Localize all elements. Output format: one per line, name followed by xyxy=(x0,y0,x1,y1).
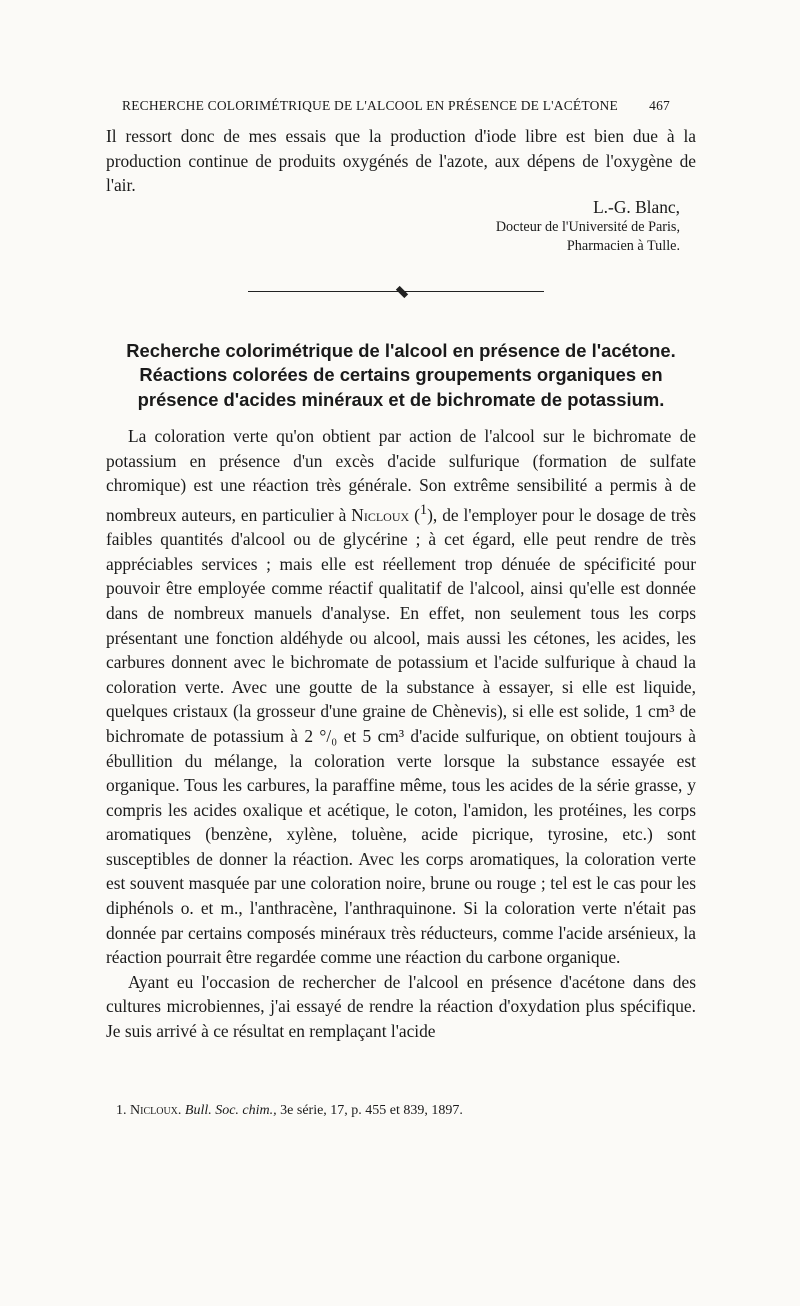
footnote-journal: Bull. Soc. chim., xyxy=(184,1103,277,1118)
author-signature xyxy=(380,197,680,256)
signature-affiliation: Docteur de l'Université de Paris, xyxy=(495,219,680,235)
article-body xyxy=(106,424,696,1044)
title-line-3: présence d'acides minéraux et de bichromate de potassium. xyxy=(137,388,665,410)
running-title: RECHERCHE COLORIMÉTRIQUE DE L'ALCOOL EN PRÉSENCE DE L'ACÉTONE xyxy=(122,98,618,113)
paragraph-2: Ayant eu l'occasion de rechercher de l'alcool en présence d'acétone dans des cultures microbiennes, j'ai essayé de rendre la réaction d'oxydation plus spécifique. Je suis arrivé à ce résultat en remplaçant l'acide xyxy=(106,971,696,1042)
divider-ornament xyxy=(396,286,408,298)
intro-paragraph: Il ressort donc de mes essais que la production d'iode libre est bien due à la production continue de produits oxygénés de l'azote, aux dépens de l'oxygène de l'air. xyxy=(106,126,696,196)
intro-text xyxy=(106,124,696,198)
signature-location: Pharmacien à Tulle. xyxy=(566,238,680,254)
footnote-details: 3e série, 17, p. 455 et 839, 1897. xyxy=(280,1103,463,1118)
paragraph-1-part-1: La coloration verte qu'on obtient par action de l'alcool sur le bichromate de potassium en présence d'un excès d'acide sulfurique (formation de sulfate chromique) est une réaction très générale. Son extrême sensibilité a permis à de nombreux auteurs, en particulier à xyxy=(106,426,696,525)
paragraph-1: La coloration verte qu'on obtient par action de l'alcool sur le bichromate de potassium en présence d'un excès d'acide sulfurique (formation de sulfate chromique) est une réaction très générale. Son extrême sensibilité a permis à de nombreux auteurs, en particulier à Nicloux ($^1$), de l'employer pour le dosage de très faibles quantités d'alcool ou de glycérine ; à cet égard, elle peut rendre de très appréciables services ; mais elle est réellement trop dénuée de spécificité pour pouvoir être employée comme réactif qualitatif de l'alcool, ainsi qu'elle est donnée dans de nombreux manuels d'analyse. En effet, non seulement tous les corps présentant une fonction aldéhyde ou alcool, mais aussi les cétones, les acides, les carbures donnent avec le bichromate de potassium et l'acide sulfurique à chaud la coloration verte. Avec une goutte de la substance à essayer, si elle est liquide, quelques cristaux (la grosseur d'une graine de Chènevis), si elle est solide, 1 cm³ de bichromate de potassium à 2 °/₀ et 5 cm³ d'acide sulfurique, on obtient toujours à ébullition du mélange, la coloration verte lorsque la substance essayée est organique. Tous les carbures, la paraffine même, tous les acides de la série grasse, y compris les acides oxalique et acétique, le coton, l'amidon, les protéines, les corps aromatiques (benzène, xylène, toluène, acide picrique, tyrosine, etc.) sont susceptibles de donner la réaction. Avec les corps aromatiques, la coloration verte est souvent masquée par une coloration noire, brune ou rouge ; tel est le cas pour les diphénols o. et m., l'anthracène, l'anthraquinone. Si la coloration verte n'était pas donnée par certains composés minéraux très réducteurs, comme l'acide arsénieux, la réaction pourrait être regardée comme une réaction du carbone organique. xyxy=(106,426,696,968)
cited-author: Nicloux xyxy=(351,504,410,525)
footnote-author: Nicloux. xyxy=(130,1103,182,1118)
title-line-1: Recherche colorimétrique de l'alcool en présence de l'acétone. xyxy=(126,340,676,361)
paragraph-1-part-2: , de l'employer pour le dosage de très faibles quantités d'alcool ou de glycérine ; à cet égard, elle peut rendre de très appréciables services ; mais elle est réellement trop dénuée de spécificité pour pouvoir être employée comme réactif qualitatif de l'alcool, ainsi qu'elle est donnée dans de nombreux manuels d'analyse. En effet, non seulement tous les corps présentant une fonction aldéhyde ou alcool, mais aussi les cétones, les acides, les carbures donnent avec le bichromate de potassium et l'acide sulfurique à chaud la coloration verte. Avec une goutte de la substance à essayer, si elle est liquide, quelques cristaux (la grosseur d'une graine de Chènevis), si elle est solide, 1 cm³ de bichromate de potassium à 2 °/₀ et 5 cm³ d'acide sulfurique, on obtient toujours à ébullition du mélange, la coloration verte lorsque la substance essayée est organique. Tous les carbures, la paraffine même, tous les acides de la série grasse, y compris les acides oxalique et acétique, le coton, l'amidon, les protéines, les corps aromatiques (benzène, xylène, toluène, acide picrique, tyrosine, etc.) sont susceptibles de donner la réaction. Avec les corps aromatiques, la coloration verte est souvent masquée par une coloration noire, brune ou rouge ; tel est le cas pour les diphénols o. et m., l'anthracène, l'anthraquinone. Si la coloration verte n'était pas donnée par certains composés minéraux très réducteurs, comme l'acide arsénieux, la réaction pourrait être regardée comme une réaction du carbone organique. xyxy=(106,504,696,968)
signature-name: L.-G. Blanc, xyxy=(593,197,680,217)
running-header xyxy=(122,98,670,114)
footnote xyxy=(116,1103,696,1119)
footnote-number: 1. xyxy=(116,1103,127,1118)
section-divider xyxy=(248,291,544,292)
footnote-reference[interactable]: 1 xyxy=(419,501,428,518)
page-number: 467 xyxy=(649,98,670,113)
title-line-2: Réactions colorées de certains groupements organiques en xyxy=(139,364,663,386)
article-title xyxy=(106,339,696,412)
